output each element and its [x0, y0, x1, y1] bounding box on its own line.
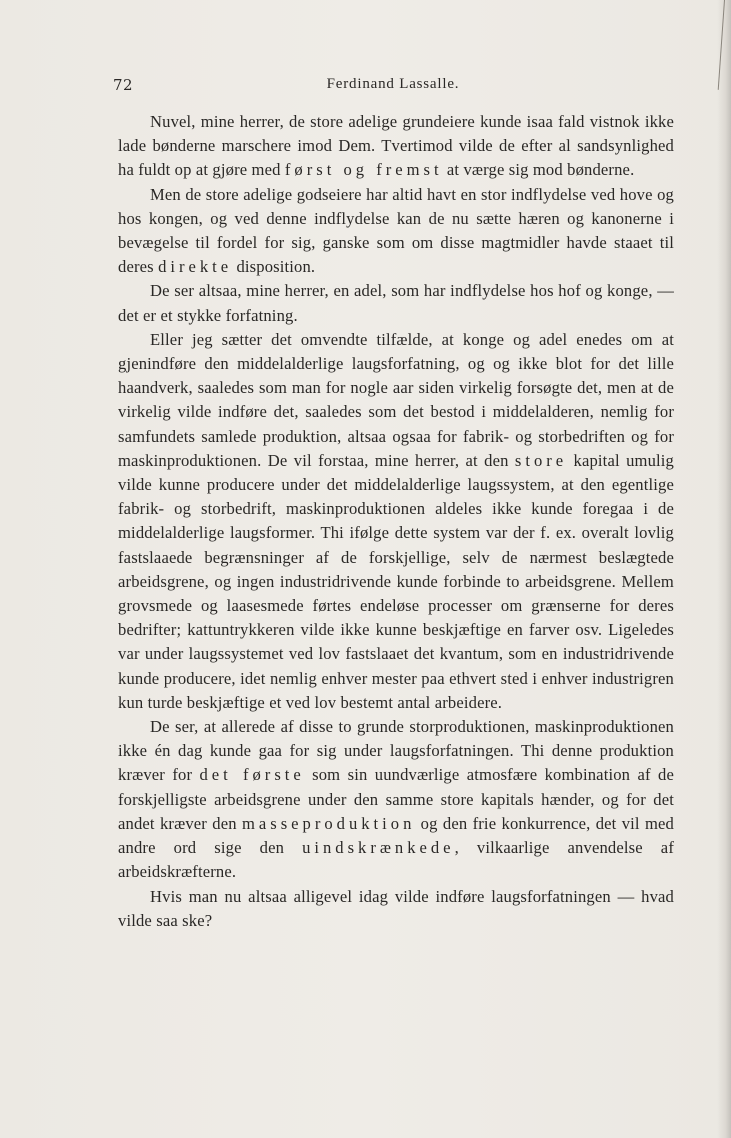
- paragraph: [118, 279, 674, 327]
- spaced-emphasis: uindskrænkede: [302, 838, 455, 858]
- text-run: , vilkaarlige anvendelse af arbeidskræfterne.: [118, 838, 674, 882]
- spaced-emphasis: direkte: [158, 257, 233, 277]
- text-run: som sin uundværlige atmosfære kombination af de forskjelligste arbeidsgrene under den samme store kapitals hænder, og for det andet kræver den: [118, 765, 674, 833]
- page-header: [113, 76, 673, 98]
- spaced-emphasis: det første: [199, 765, 305, 785]
- text-run: at værge sig mod bønderne.: [442, 160, 635, 180]
- paragraph: [118, 110, 674, 183]
- body-text: [118, 110, 674, 933]
- page-edge-shadow: [717, 0, 731, 1138]
- text-run: kapital umulig vilde kunne producere under det middelalderlige laugssystem, at den egentlige fabrik- og storbedrift, maskinproduktionen aldeles ikke kunde foregaa i de middelalderlige laugsformer. Thi ifølge dette system var der f. ex. overalt lovlig fastslaaede begrænsninger af de forskjellige, selv de nærmest beslægtede arbeidsgrene, og ingen industridrivende kunde forbinde to arbeidsgrene. Mellem grovsmede og laasesmede førtes endeløse processer om grænserne for deres bedrifter; kattuntrykkeren vilde ikke kunne beskjæftige en farver osv. Ligeledes var under laugssystemet ved lov fastslaaet det kvantum, som en industridrivende kunde producere, idet nemlig enhver mester paa ethvert sted i enhver industrigren kun turde beskjæftige et ved lov bestemt antal arbeidere.: [118, 450, 674, 712]
- page-number: 72: [113, 76, 134, 94]
- text-run: Nuvel, mine herrer, de store adelige grundeiere kunde isaa fald vistnok ikke lade bønderne marschere imod Dem. Tvertimod vilde de efter al sandsynlighed ha fuldt op at gjøre med: [118, 112, 674, 180]
- spaced-emphasis: først og fremst: [284, 160, 443, 180]
- paragraph: [118, 183, 674, 280]
- paragraph: [118, 885, 674, 933]
- text-run: disposition.: [232, 257, 316, 277]
- running-head: Ferdinand Lassalle.: [326, 76, 460, 92]
- text-run: Hvis man nu altsaa alligevel idag vilde indføre laugsforfatningen — hvad vilde saa ske?: [118, 886, 674, 930]
- spaced-emphasis: store: [514, 450, 568, 470]
- text-run: Eller jeg sætter det omvendte tilfælde, at konge og adel enedes om at gjenindføre den middelalderlige laugsforfatning, og og ikke blot for det lille haandverk, saaledes som man for nogle aar siden virkelig forsøgte det, men at de virkelig vilde indføre det, saaledes som det bestod i middelalderen, nemlig for samfundets samlede produktion, altsaa ogsaa for fabrik- og storbedriften og for maskinproduktionen. De vil forstaa, mine herrer, at den: [118, 329, 674, 470]
- paragraph: [118, 328, 674, 715]
- paragraph: [118, 715, 674, 884]
- text-run: De ser altsaa, mine herrer, en adel, som har indflydelse hos hof og konge, — det er et stykke forfatning.: [118, 281, 674, 325]
- text-run: og den frie konkurrence, det vil med andre ord sige den: [118, 813, 675, 858]
- spaced-emphasis: masseproduktion: [241, 813, 416, 833]
- text-run: De ser, at allerede af disse to grunde storproduktionen, maskinproduktionen ikke én dag kunde gaa for sig under laugsforfatningen. Thi denne produktion kræver for: [118, 717, 674, 785]
- text-run: Men de store adelige godseiere har altid havt en stor indflydelse ved hove og hos kongen, og ved denne indflydelse kan de nu sætte hæren og kanonerne i bevægelse til fordel for sig, ganske som om disse magtmidler havde staaet til deres: [118, 184, 674, 277]
